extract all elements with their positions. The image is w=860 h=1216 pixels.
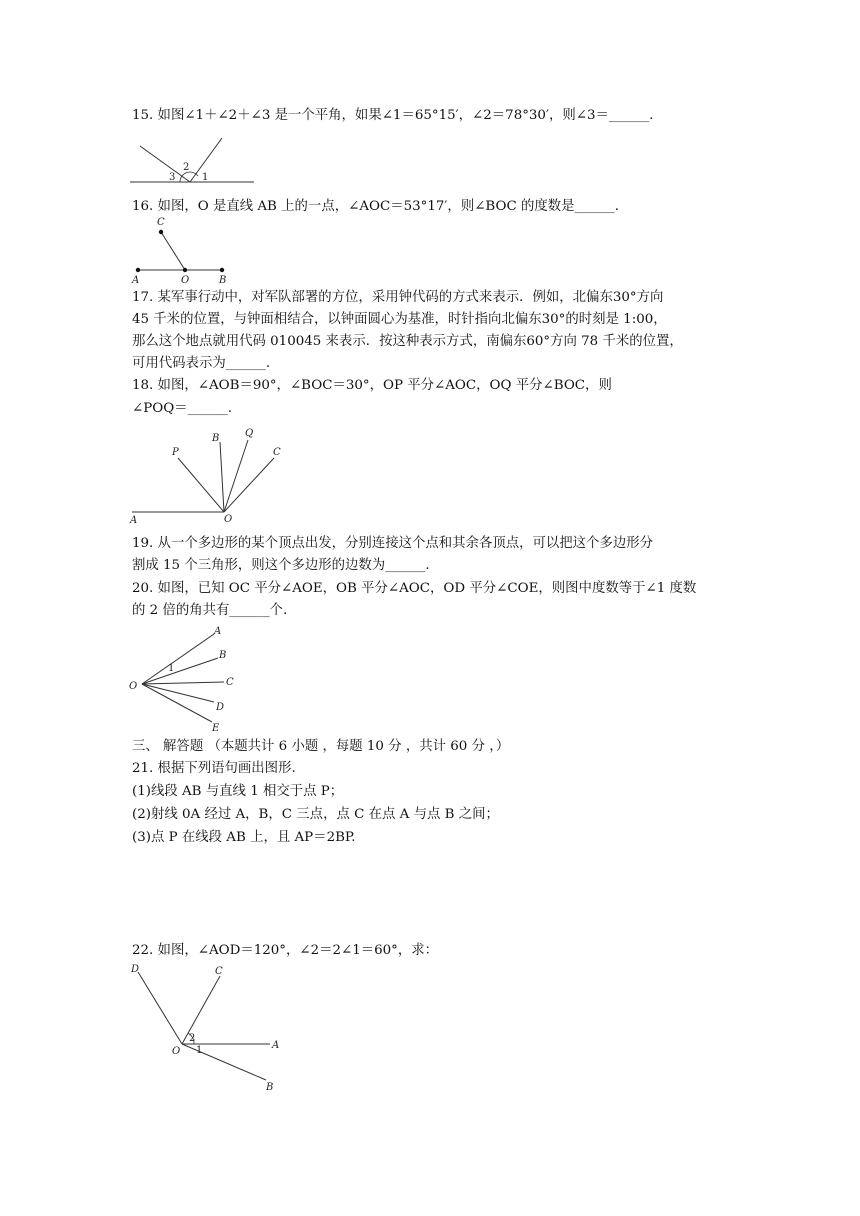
q22-label-D: D — [131, 964, 140, 975]
q20-label-E: E — [212, 723, 220, 734]
q16-label-A: A — [132, 275, 140, 286]
q20-label-A: A — [214, 626, 222, 637]
q20-label-1: 1 — [168, 663, 175, 674]
section-3-title: 三、 解答题 （本题共计 6 小题 ，每题 10 分 ，共计 60 分 ，） — [132, 739, 510, 754]
q22-label-A: A — [272, 1040, 280, 1051]
q19-line-1: 19. 从一个多边形的某个顶点出发，分别连接这个点和其余各顶点，可以把这个多边形分 — [132, 536, 654, 551]
q15-figure — [128, 136, 258, 188]
q20-label-C: C — [226, 677, 234, 688]
q18-label-O: O — [224, 514, 233, 525]
q18-label-P: P — [172, 447, 179, 458]
q15-label-3: 3 — [169, 172, 176, 183]
q17-line-1: 17. 某军事行动中，对军队部署的方位，采用钟代码的方式来表示．例如，北偏东30°方向 — [132, 290, 664, 305]
q18-label-Q: Q — [245, 428, 254, 439]
q17-line-3: 那么这个地点就用代码 010045 来表示．按这种表示方式，南偏东60°方向 78 千米的位置， — [132, 334, 683, 349]
q20-label-D: D — [216, 702, 225, 713]
q18-label-A: A — [130, 515, 138, 526]
q18-line-1: 18. 如图，∠AOB＝90°，∠BOC＝30°，OP 平分∠AOC，OQ 平分∠BOC，则 — [132, 378, 612, 393]
q16-text: 16. 如图，O 是直线 AB 上的一点，∠AOC＝53°17′，则∠BOC 的度数是______. — [132, 199, 619, 214]
q21-line-4: (3)点 P 在线段 AB 上，且 AP＝2BP. — [132, 830, 356, 845]
q18-label-B: B — [212, 433, 220, 444]
q18-figure — [128, 422, 293, 528]
q22-label-C: C — [215, 966, 223, 977]
q16-label-B: B — [219, 275, 227, 286]
q19-line-2: 割成 15 个三角形，则这个多边形的边数为______. — [132, 558, 430, 573]
q21-line-2: (1)线段 AB 与直线 1 相交于点 P； — [132, 784, 344, 799]
q18-line-2: ∠POQ＝______. — [132, 401, 233, 416]
q20-line-2: 的 2 倍的角共有______个. — [132, 603, 288, 618]
q21-line-1: 21. 根据下列语句画出图形. — [132, 761, 296, 776]
q22-label-2: 2 — [189, 1033, 196, 1044]
q22-text: 22. 如图，∠AOD＝120°，∠2＝2∠1＝60°，求： — [132, 943, 439, 958]
q16-figure — [128, 214, 238, 286]
q22-figure — [126, 960, 286, 1092]
q15-label-2: 2 — [183, 162, 190, 173]
q20-label-B: B — [219, 650, 227, 661]
q20-line-1: 20. 如图，已知 OC 平分∠AOE，OB 平分∠AOC，OD 平分∠COE，则图中度数等于∠1 度数 — [132, 581, 697, 596]
q21-line-3: (2)射线 0A 经过 A，B，C 三点，点 C 在点 A 与点 B 之间； — [132, 807, 499, 822]
q18-label-C: C — [273, 447, 281, 458]
q22-label-B: B — [266, 1082, 274, 1092]
q15-label-1: 1 — [202, 172, 209, 183]
q22-label-O: O — [172, 1046, 181, 1057]
q15-text: 15. 如图∠1＋∠2＋∠3 是一个平角，如果∠1＝65°15′，∠2＝78°30′，则∠3＝______. — [132, 108, 654, 123]
q20-figure — [126, 622, 246, 734]
q16-label-O: O — [181, 275, 190, 286]
q20-label-O: O — [129, 681, 138, 692]
q16-label-C: C — [157, 217, 165, 228]
q17-line-4: 可用代码表示为______. — [132, 356, 271, 371]
q22-label-1: 1 — [196, 1045, 203, 1056]
q17-line-2: 45 千米的位置，与钟面相结合，以钟面圆心为基准，时针指向北偏东30°的时刻是 1:00， — [132, 312, 667, 327]
